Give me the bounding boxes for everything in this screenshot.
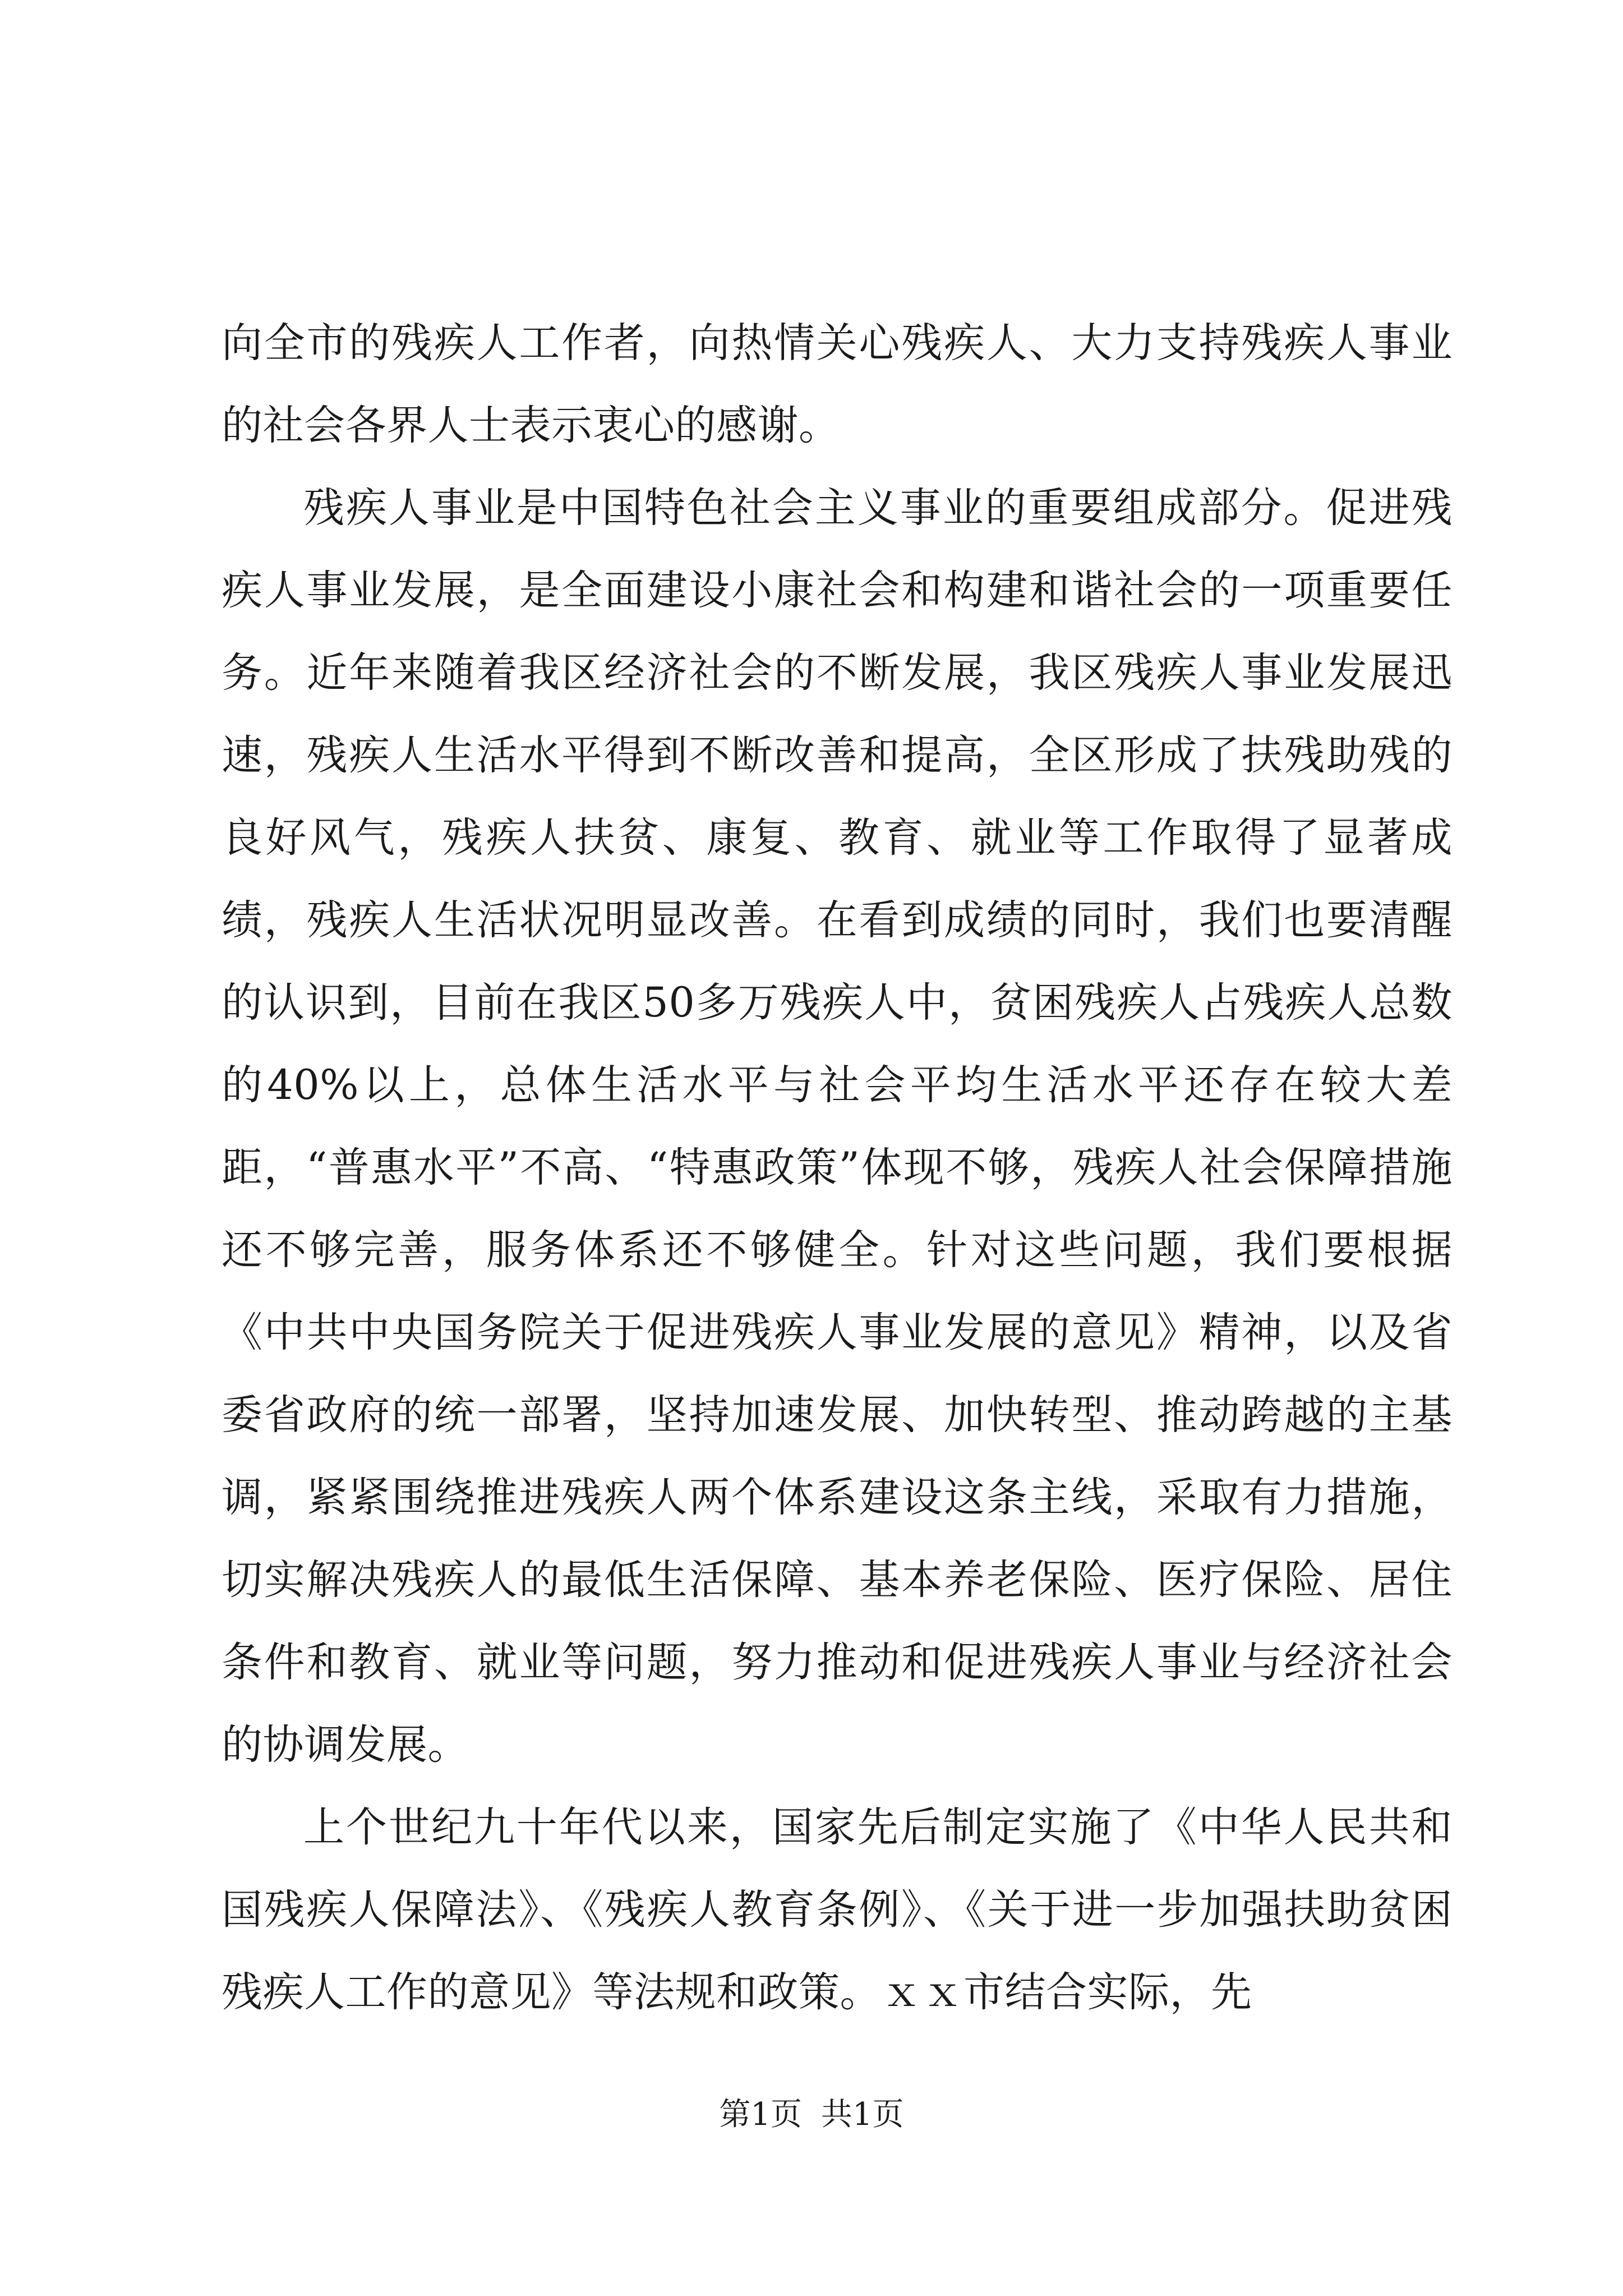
document-body — [222, 302, 1453, 2033]
page-total: 共1页 — [821, 2096, 904, 2133]
paragraph-laws-policies: 上个世纪九十年代以来，国家先后制定实施了《中华人民共和国残疾人保障法》、《残疾人教育条例》、《关于进一步加强扶助贫困残疾人工作的意见》等法规和政策。ｘｘ市结合实际，先 — [222, 1803, 1453, 2016]
page-footer — [0, 2095, 1623, 2134]
paragraph-continuation: 向全市的残疾人工作者，向热情关心残疾人、大力支持残疾人事业的社会各界人士表示衷心的感谢。 — [222, 319, 1453, 449]
page-number: 第1页 — [719, 2096, 802, 2133]
paragraph-disability-cause: 残疾人事业是中国特色社会主义事业的重要组成部分。促进残疾人事业发展，是全面建设小康社会和构建和谐社会的一项重要任务。近年来随着我区经济社会的不断发展，我区残疾人事业发展迅速，残疾人生活水平得到不断改善和提高，全区形成了扶残助残的良好风气，残疾人扶贫、康复、教育、就业等工作取得了显著成绩，残疾人生活状况明显改善。在看到成绩的同时，我们也要清醒的认识到，目前在我区50多万残疾人中，贫困残疾人占残疾人总数的40%以上，总体生活水平与社会平均生活水平还存在较大差距，“普惠水平”不高、“特惠政策”体现不够，残疾人社会保障措施还不够完善，服务体系还不够健全。针对这些问题，我们要根据《中共中央国务院关于促进残疾人事业发展的意见》精神，以及省委省政府的统一部署，坚持加速发展、加快转型、推动跨越的主基调，紧紧围绕推进残疾人两个体系建设这条主线，采取有力措施，切实解决残疾人的最低生活保障、基本养老保险、医疗保险、居住条件和教育、就业等问题，努力推动和促进残疾人事业与经济社会的协调发展。 — [222, 484, 1453, 1769]
